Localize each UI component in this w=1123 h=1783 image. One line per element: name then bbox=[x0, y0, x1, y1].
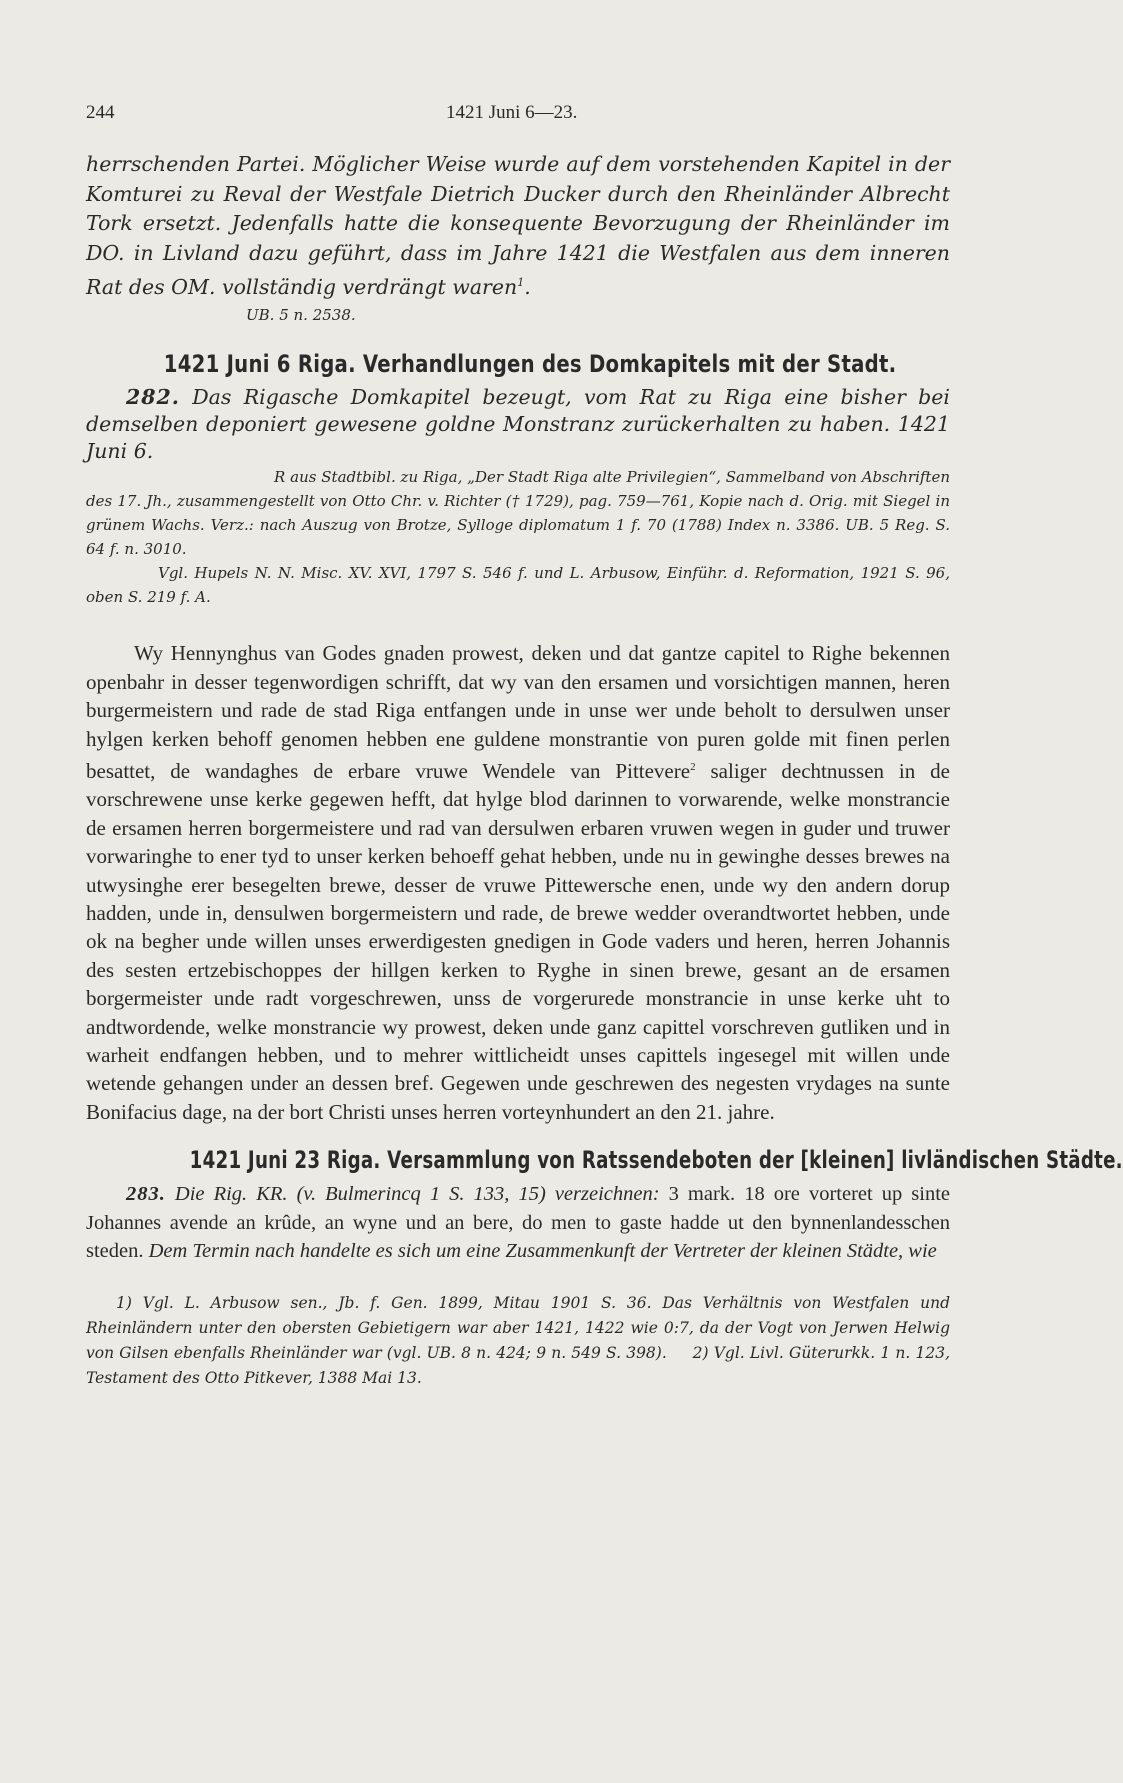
document-number: 282. bbox=[126, 385, 180, 410]
document-text-part1: Wy Hennynghus van Godes gnaden prowest, deken und dat gantze capitel to Righe bekennen openbahr in desser tegenwordigen schrifft, dat wy van den ersamen und vorsichtigen mannen, heren burgermeistern und rade de stad Riga entfangen unde in unse wer unde beholt to dersulwen unser hylgen kerken behoff genomen hebben ene guldene monstrantie von puren golde mit finen perlen besattet, de wandaghes de erbare vruwe Wendele van Pittevere bbox=[86, 641, 950, 783]
apparatus-literature: Vgl. Hupels N. N. Misc. XV. XVI, 1797 S. 546 f. und L. Arbusow, Einführ. d. Reformation, 1921 S. 96, oben S. 219 f. A. bbox=[86, 564, 950, 607]
continuation-end: . bbox=[524, 274, 531, 299]
footnotes bbox=[86, 1291, 950, 1391]
footnote-marker: 1 bbox=[517, 276, 525, 289]
apparatus-source: R aus Stadtbibl. zu Riga, „Der Stadt Riga alte Privilegien“, Sammelband von Abschriften des 17. Jh., zusammengestellt von Otto Chr. v. Richter († 1729), pag. 759—761, Kopie nach d. Orig. mit Siegel in grünem Wachs. Verz.: nach Auszug von Brotze, Sylloge diplomatum 1 f. 70 (1788) Index n. 3386. UB. 5 Reg. S. 64 f. n. 3010. bbox=[86, 468, 950, 559]
footnote-marker: 2 bbox=[690, 760, 696, 773]
footnote-1: Vgl. L. Arbusow sen., Jb. f. Gen. 1899, Mitau 1901 S. 36. Das Verhältnis von Westfalen und Rheinländern unter den obersten Gebietigern war aber 1421, 1422 wie 0:7, da der Vogt von Jerwen Helwig von Gilsen ebenfalls Rheinländer war (vgl. UB. 8 n. 424; 9 n. 549 S. 398). bbox=[86, 1294, 950, 1363]
document-text-282 bbox=[86, 639, 950, 1126]
document-number: 283. bbox=[126, 1183, 166, 1206]
footnote-2-mark: 2) bbox=[692, 1344, 709, 1363]
continuation-text: herrschenden Partei. Möglicher Weise wurde auf dem vorstehenden Kapitel in der Komturei zu Reval der Westfale Dietrich Ducker durch den Rheinländer Albrecht Tork ersetzt. Jedenfalls hatte die konsequente Bevorzugung der Rheinländer im DO. in Livland dazu geführt, dass im Jahre 1421 die Westfalen aus dem inneren Rat des OM. vollständig verdrängt waren bbox=[86, 152, 950, 299]
critical-apparatus-282 bbox=[86, 465, 950, 609]
page-number: 244 bbox=[86, 102, 115, 123]
continuation-paragraph bbox=[86, 150, 950, 302]
footnote-2: Vgl. Livl. Güterurkk. 1 n. 123, Testament des Otto Pitkever, 1388 Mai 13. bbox=[86, 1344, 951, 1388]
regest-continuation: Dem Termin nach handelte es sich um eine Zusammenkunft der Vertreter der kleinen Städte, wie bbox=[143, 1240, 937, 1263]
footnote-1-mark: 1) bbox=[116, 1294, 132, 1313]
running-head bbox=[86, 98, 950, 132]
document-heading-282: 1421 Juni 6 Riga. Verhandlungen des Domkapitels mit der Stadt. bbox=[163, 350, 897, 379]
regest-283 bbox=[86, 1180, 950, 1265]
running-head-date: 1421 Juni 6—23. bbox=[446, 102, 578, 123]
regest-282 bbox=[86, 384, 950, 465]
regest-intro: Die Rig. KR. (v. Bulmerincq 1 S. 133, 15) verzeichnen: bbox=[174, 1183, 660, 1206]
document-page bbox=[86, 98, 1123, 1391]
document-text-part2: saliger dechtnussen in de vorschrewene unse kerke gegewen hefft, dat hylge blod darinnen to vorwarende, welke monstrancie de ersamen herren borgermeistere und rad van dersulwen erbaren vruwen wegen in guder und truwer vorwaringhe to ener tyd to unser kerken behoeff gehat hebben, unde nu in gewinghe desses brewes na utwysinghe erer besegelten brewe, desser de vruwe Pittewersche enen, unde wy den andern dorup hadden, unde in, densulwen borgermeistern und rade, de brewe wedder overandtwortet hebben, unde ok na begher unde willen unses erwerdigesten gnedigen in Gode vaders und heren, herren Johannis des sesten ertzebischoppes der hillgen kerken to Ryghe in sinen brewe, gesant an de ersamen borgermeister unde radt vorgeschrewen, unss de vorgerurede monstrancie in unse kerke uht to andtwordende, welke monstrancie wy prowest, deken unde ganz capittel vorschreven gutliken und in warheit endfangen hebben, und to mehrer wittlicheidt unses capittels ingesegel mit willen unde wetende gehangen under an dessen bref. Gegewen unde geschrewen des negesten vrydages na sunte Bonifacius dage, na der bort Christi unses herren vorteynhundert an den 21. jahre. bbox=[86, 758, 950, 1124]
document-heading-283: 1421 Juni 23 Riga. Versammlung von Ratssendeboten der [kleinen] livländischen Städte. bbox=[189, 1146, 1123, 1175]
regest-quote: 3 mark. 18 ore vorteret up sinte Johannes avende an krûde, an wyne und an bere, do men to gaste hadde ut den bynnenlandesschen steden. bbox=[86, 1183, 951, 1263]
source-reference: UB. 5 n. 2538. bbox=[246, 306, 356, 325]
regest-text: Das Rigasche Domkapitel bezeugt, vom Rat zu Riga eine bisher bei demselben deponiert gewesene goldne Monstranz zurückerhalten zu haben. 1421 Juni 6. bbox=[86, 385, 950, 464]
